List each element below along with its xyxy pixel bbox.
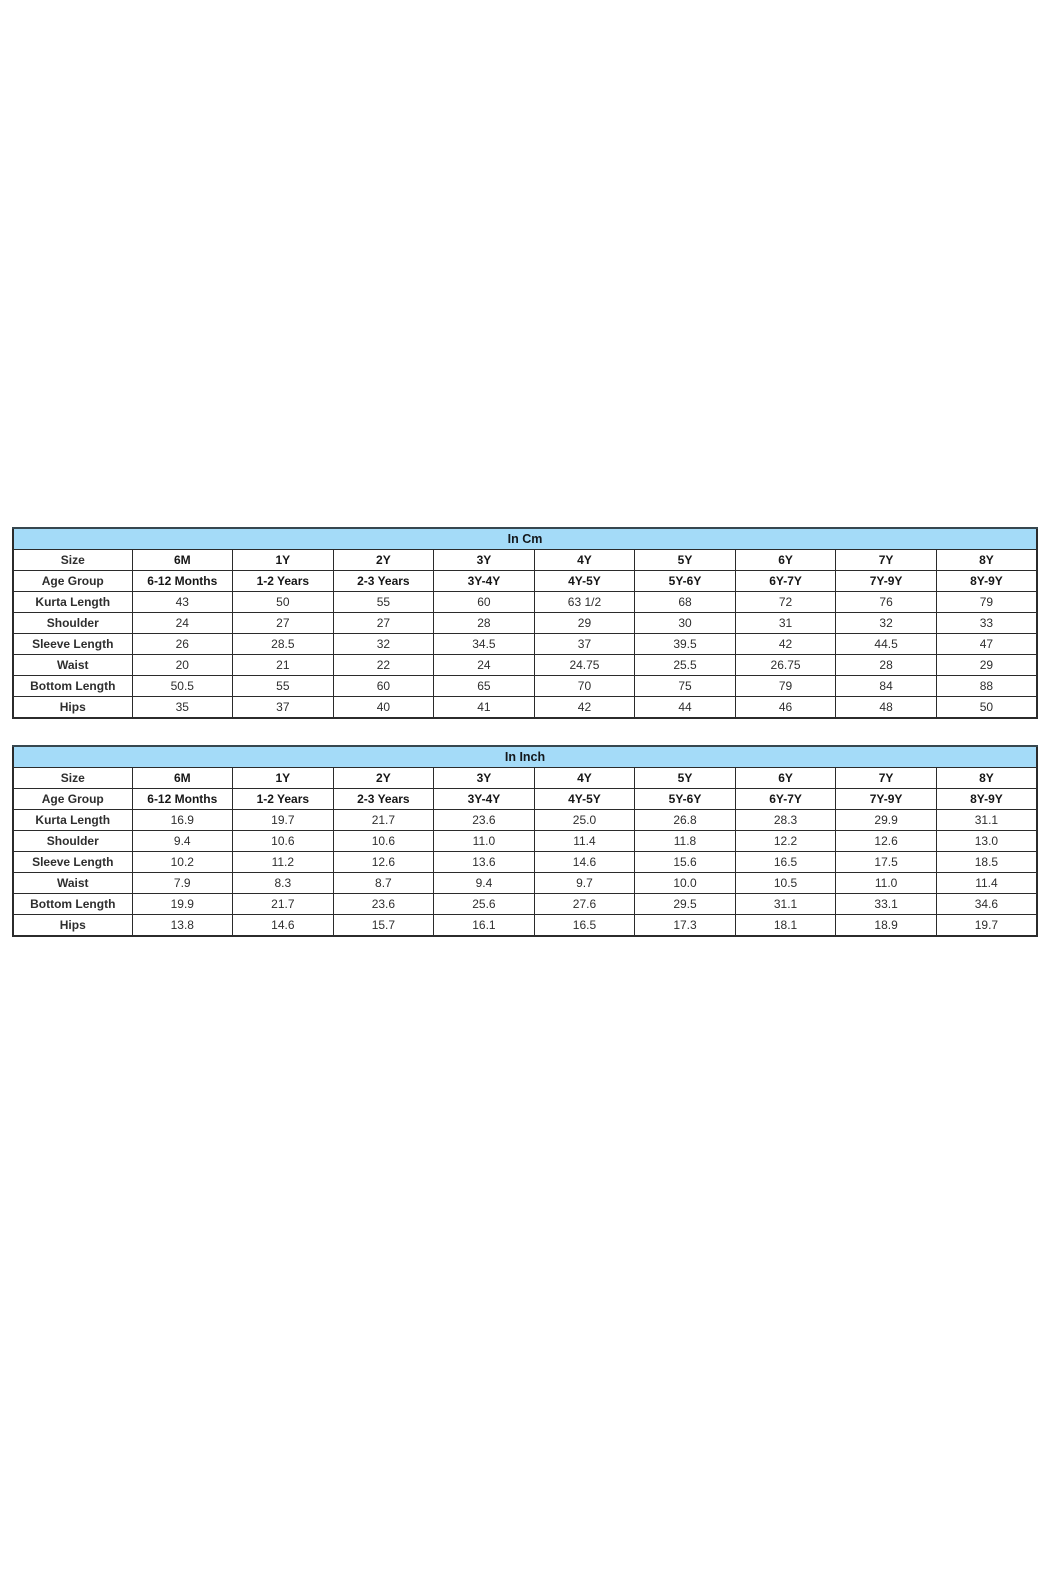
value-cell: 42 xyxy=(735,634,836,655)
value-cell: 40 xyxy=(333,697,434,719)
value-cell: 68 xyxy=(635,592,736,613)
row-label: Age Group xyxy=(13,571,132,592)
value-cell: 26.8 xyxy=(635,810,736,831)
value-cell: 31.1 xyxy=(735,894,836,915)
value-cell: 5Y-6Y xyxy=(635,571,736,592)
size-table-cm xyxy=(12,527,1038,719)
value-cell: 26 xyxy=(132,634,233,655)
value-cell: 10.2 xyxy=(132,852,233,873)
value-cell: 8Y xyxy=(936,768,1037,789)
table-row xyxy=(13,634,1037,655)
value-cell: 16.5 xyxy=(534,915,635,937)
value-cell: 79 xyxy=(936,592,1037,613)
value-cell: 19.7 xyxy=(936,915,1037,937)
value-cell: 6Y-7Y xyxy=(735,789,836,810)
value-cell: 11.0 xyxy=(836,873,937,894)
value-cell: 6M xyxy=(132,768,233,789)
value-cell: 7Y-9Y xyxy=(836,571,937,592)
value-cell: 37 xyxy=(534,634,635,655)
value-cell: 4Y-5Y xyxy=(534,571,635,592)
value-cell: 8Y-9Y xyxy=(936,789,1037,810)
value-cell: 63 1/2 xyxy=(534,592,635,613)
value-cell: 50.5 xyxy=(132,676,233,697)
value-cell: 65 xyxy=(434,676,535,697)
value-cell: 6Y-7Y xyxy=(735,571,836,592)
value-cell: 35 xyxy=(132,697,233,719)
value-cell: 28.3 xyxy=(735,810,836,831)
value-cell: 44 xyxy=(635,697,736,719)
value-cell: 72 xyxy=(735,592,836,613)
value-cell: 1-2 Years xyxy=(233,571,334,592)
value-cell: 24 xyxy=(132,613,233,634)
value-cell: 34.5 xyxy=(434,634,535,655)
row-label: Waist xyxy=(13,655,132,676)
value-cell: 1-2 Years xyxy=(233,789,334,810)
value-cell: 6Y xyxy=(735,550,836,571)
value-cell: 28 xyxy=(434,613,535,634)
row-label: Age Group xyxy=(13,789,132,810)
value-cell: 18.9 xyxy=(836,915,937,937)
table-row xyxy=(13,768,1037,789)
value-cell: 14.6 xyxy=(233,915,334,937)
value-cell: 13.6 xyxy=(434,852,535,873)
value-cell: 7Y xyxy=(836,768,937,789)
row-label: Hips xyxy=(13,915,132,937)
value-cell: 4Y-5Y xyxy=(534,789,635,810)
value-cell: 1Y xyxy=(233,768,334,789)
row-label: Shoulder xyxy=(13,831,132,852)
value-cell: 26.75 xyxy=(735,655,836,676)
value-cell: 20 xyxy=(132,655,233,676)
value-cell: 13.0 xyxy=(936,831,1037,852)
table-title-inch: In Inch xyxy=(13,746,1037,768)
table-row xyxy=(13,789,1037,810)
value-cell: 31 xyxy=(735,613,836,634)
value-cell: 10.0 xyxy=(635,873,736,894)
value-cell: 84 xyxy=(836,676,937,697)
value-cell: 5Y xyxy=(635,768,736,789)
row-label: Kurta Length xyxy=(13,810,132,831)
table-body-inch xyxy=(13,768,1037,937)
value-cell: 12.2 xyxy=(735,831,836,852)
value-cell: 16.5 xyxy=(735,852,836,873)
value-cell: 8.3 xyxy=(233,873,334,894)
value-cell: 3Y xyxy=(434,768,535,789)
value-cell: 88 xyxy=(936,676,1037,697)
value-cell: 50 xyxy=(233,592,334,613)
value-cell: 12.6 xyxy=(836,831,937,852)
value-cell: 7Y xyxy=(836,550,937,571)
value-cell: 11.8 xyxy=(635,831,736,852)
size-chart-sheet xyxy=(12,527,1038,963)
value-cell: 6Y xyxy=(735,768,836,789)
value-cell: 21 xyxy=(233,655,334,676)
value-cell: 2Y xyxy=(333,550,434,571)
value-cell: 27.6 xyxy=(534,894,635,915)
value-cell: 7Y-9Y xyxy=(836,789,937,810)
value-cell: 11.4 xyxy=(534,831,635,852)
table-row xyxy=(13,873,1037,894)
value-cell: 18.5 xyxy=(936,852,1037,873)
value-cell: 60 xyxy=(434,592,535,613)
value-cell: 9.4 xyxy=(132,831,233,852)
value-cell: 75 xyxy=(635,676,736,697)
value-cell: 33.1 xyxy=(836,894,937,915)
table-row xyxy=(13,915,1037,937)
value-cell: 2-3 Years xyxy=(333,789,434,810)
table-row xyxy=(13,831,1037,852)
value-cell: 17.5 xyxy=(836,852,937,873)
table-title-row xyxy=(13,528,1037,550)
value-cell: 32 xyxy=(836,613,937,634)
value-cell: 55 xyxy=(233,676,334,697)
value-cell: 11.0 xyxy=(434,831,535,852)
value-cell: 29.9 xyxy=(836,810,937,831)
value-cell: 11.4 xyxy=(936,873,1037,894)
value-cell: 44.5 xyxy=(836,634,937,655)
row-label: Shoulder xyxy=(13,613,132,634)
value-cell: 11.2 xyxy=(233,852,334,873)
value-cell: 42 xyxy=(534,697,635,719)
value-cell: 2-3 Years xyxy=(333,571,434,592)
table-row xyxy=(13,852,1037,873)
value-cell: 23.6 xyxy=(434,810,535,831)
value-cell: 9.4 xyxy=(434,873,535,894)
value-cell: 60 xyxy=(333,676,434,697)
value-cell: 22 xyxy=(333,655,434,676)
table-title-row xyxy=(13,746,1037,768)
value-cell: 10.6 xyxy=(233,831,334,852)
table-row xyxy=(13,655,1037,676)
value-cell: 41 xyxy=(434,697,535,719)
row-label: Hips xyxy=(13,697,132,719)
value-cell: 28 xyxy=(836,655,937,676)
row-label: Size xyxy=(13,550,132,571)
row-label: Bottom Length xyxy=(13,676,132,697)
value-cell: 5Y-6Y xyxy=(635,789,736,810)
value-cell: 27 xyxy=(233,613,334,634)
value-cell: 15.7 xyxy=(333,915,434,937)
table-title-cm: In Cm xyxy=(13,528,1037,550)
value-cell: 39.5 xyxy=(635,634,736,655)
row-label: Size xyxy=(13,768,132,789)
value-cell: 27 xyxy=(333,613,434,634)
table-row xyxy=(13,697,1037,719)
value-cell: 19.9 xyxy=(132,894,233,915)
value-cell: 17.3 xyxy=(635,915,736,937)
value-cell: 9.7 xyxy=(534,873,635,894)
table-row xyxy=(13,894,1037,915)
value-cell: 19.7 xyxy=(233,810,334,831)
value-cell: 23.6 xyxy=(333,894,434,915)
table-row xyxy=(13,613,1037,634)
value-cell: 4Y xyxy=(534,768,635,789)
value-cell: 1Y xyxy=(233,550,334,571)
value-cell: 25.6 xyxy=(434,894,535,915)
value-cell: 6M xyxy=(132,550,233,571)
value-cell: 47 xyxy=(936,634,1037,655)
size-table-inch xyxy=(12,745,1038,937)
value-cell: 4Y xyxy=(534,550,635,571)
value-cell: 8Y xyxy=(936,550,1037,571)
value-cell: 34.6 xyxy=(936,894,1037,915)
table-row xyxy=(13,676,1037,697)
value-cell: 48 xyxy=(836,697,937,719)
value-cell: 10.6 xyxy=(333,831,434,852)
value-cell: 46 xyxy=(735,697,836,719)
value-cell: 32 xyxy=(333,634,434,655)
value-cell: 79 xyxy=(735,676,836,697)
table-row xyxy=(13,550,1037,571)
value-cell: 33 xyxy=(936,613,1037,634)
value-cell: 18.1 xyxy=(735,915,836,937)
value-cell: 12.6 xyxy=(333,852,434,873)
value-cell: 16.1 xyxy=(434,915,535,937)
value-cell: 70 xyxy=(534,676,635,697)
value-cell: 3Y xyxy=(434,550,535,571)
value-cell: 76 xyxy=(836,592,937,613)
value-cell: 21.7 xyxy=(233,894,334,915)
value-cell: 14.6 xyxy=(534,852,635,873)
value-cell: 21.7 xyxy=(333,810,434,831)
value-cell: 3Y-4Y xyxy=(434,571,535,592)
value-cell: 55 xyxy=(333,592,434,613)
value-cell: 6-12 Months xyxy=(132,571,233,592)
value-cell: 30 xyxy=(635,613,736,634)
row-label: Waist xyxy=(13,873,132,894)
value-cell: 8.7 xyxy=(333,873,434,894)
value-cell: 7.9 xyxy=(132,873,233,894)
value-cell: 37 xyxy=(233,697,334,719)
value-cell: 3Y-4Y xyxy=(434,789,535,810)
value-cell: 2Y xyxy=(333,768,434,789)
value-cell: 31.1 xyxy=(936,810,1037,831)
table-body-cm xyxy=(13,550,1037,719)
value-cell: 29 xyxy=(534,613,635,634)
value-cell: 5Y xyxy=(635,550,736,571)
row-label: Sleeve Length xyxy=(13,852,132,873)
value-cell: 16.9 xyxy=(132,810,233,831)
value-cell: 28.5 xyxy=(233,634,334,655)
value-cell: 50 xyxy=(936,697,1037,719)
value-cell: 29.5 xyxy=(635,894,736,915)
value-cell: 24 xyxy=(434,655,535,676)
table-row xyxy=(13,810,1037,831)
table-row xyxy=(13,592,1037,613)
value-cell: 8Y-9Y xyxy=(936,571,1037,592)
row-label: Sleeve Length xyxy=(13,634,132,655)
row-label: Kurta Length xyxy=(13,592,132,613)
value-cell: 10.5 xyxy=(735,873,836,894)
value-cell: 15.6 xyxy=(635,852,736,873)
value-cell: 6-12 Months xyxy=(132,789,233,810)
value-cell: 43 xyxy=(132,592,233,613)
row-label: Bottom Length xyxy=(13,894,132,915)
value-cell: 24.75 xyxy=(534,655,635,676)
value-cell: 29 xyxy=(936,655,1037,676)
value-cell: 25.0 xyxy=(534,810,635,831)
table-row xyxy=(13,571,1037,592)
value-cell: 13.8 xyxy=(132,915,233,937)
value-cell: 25.5 xyxy=(635,655,736,676)
